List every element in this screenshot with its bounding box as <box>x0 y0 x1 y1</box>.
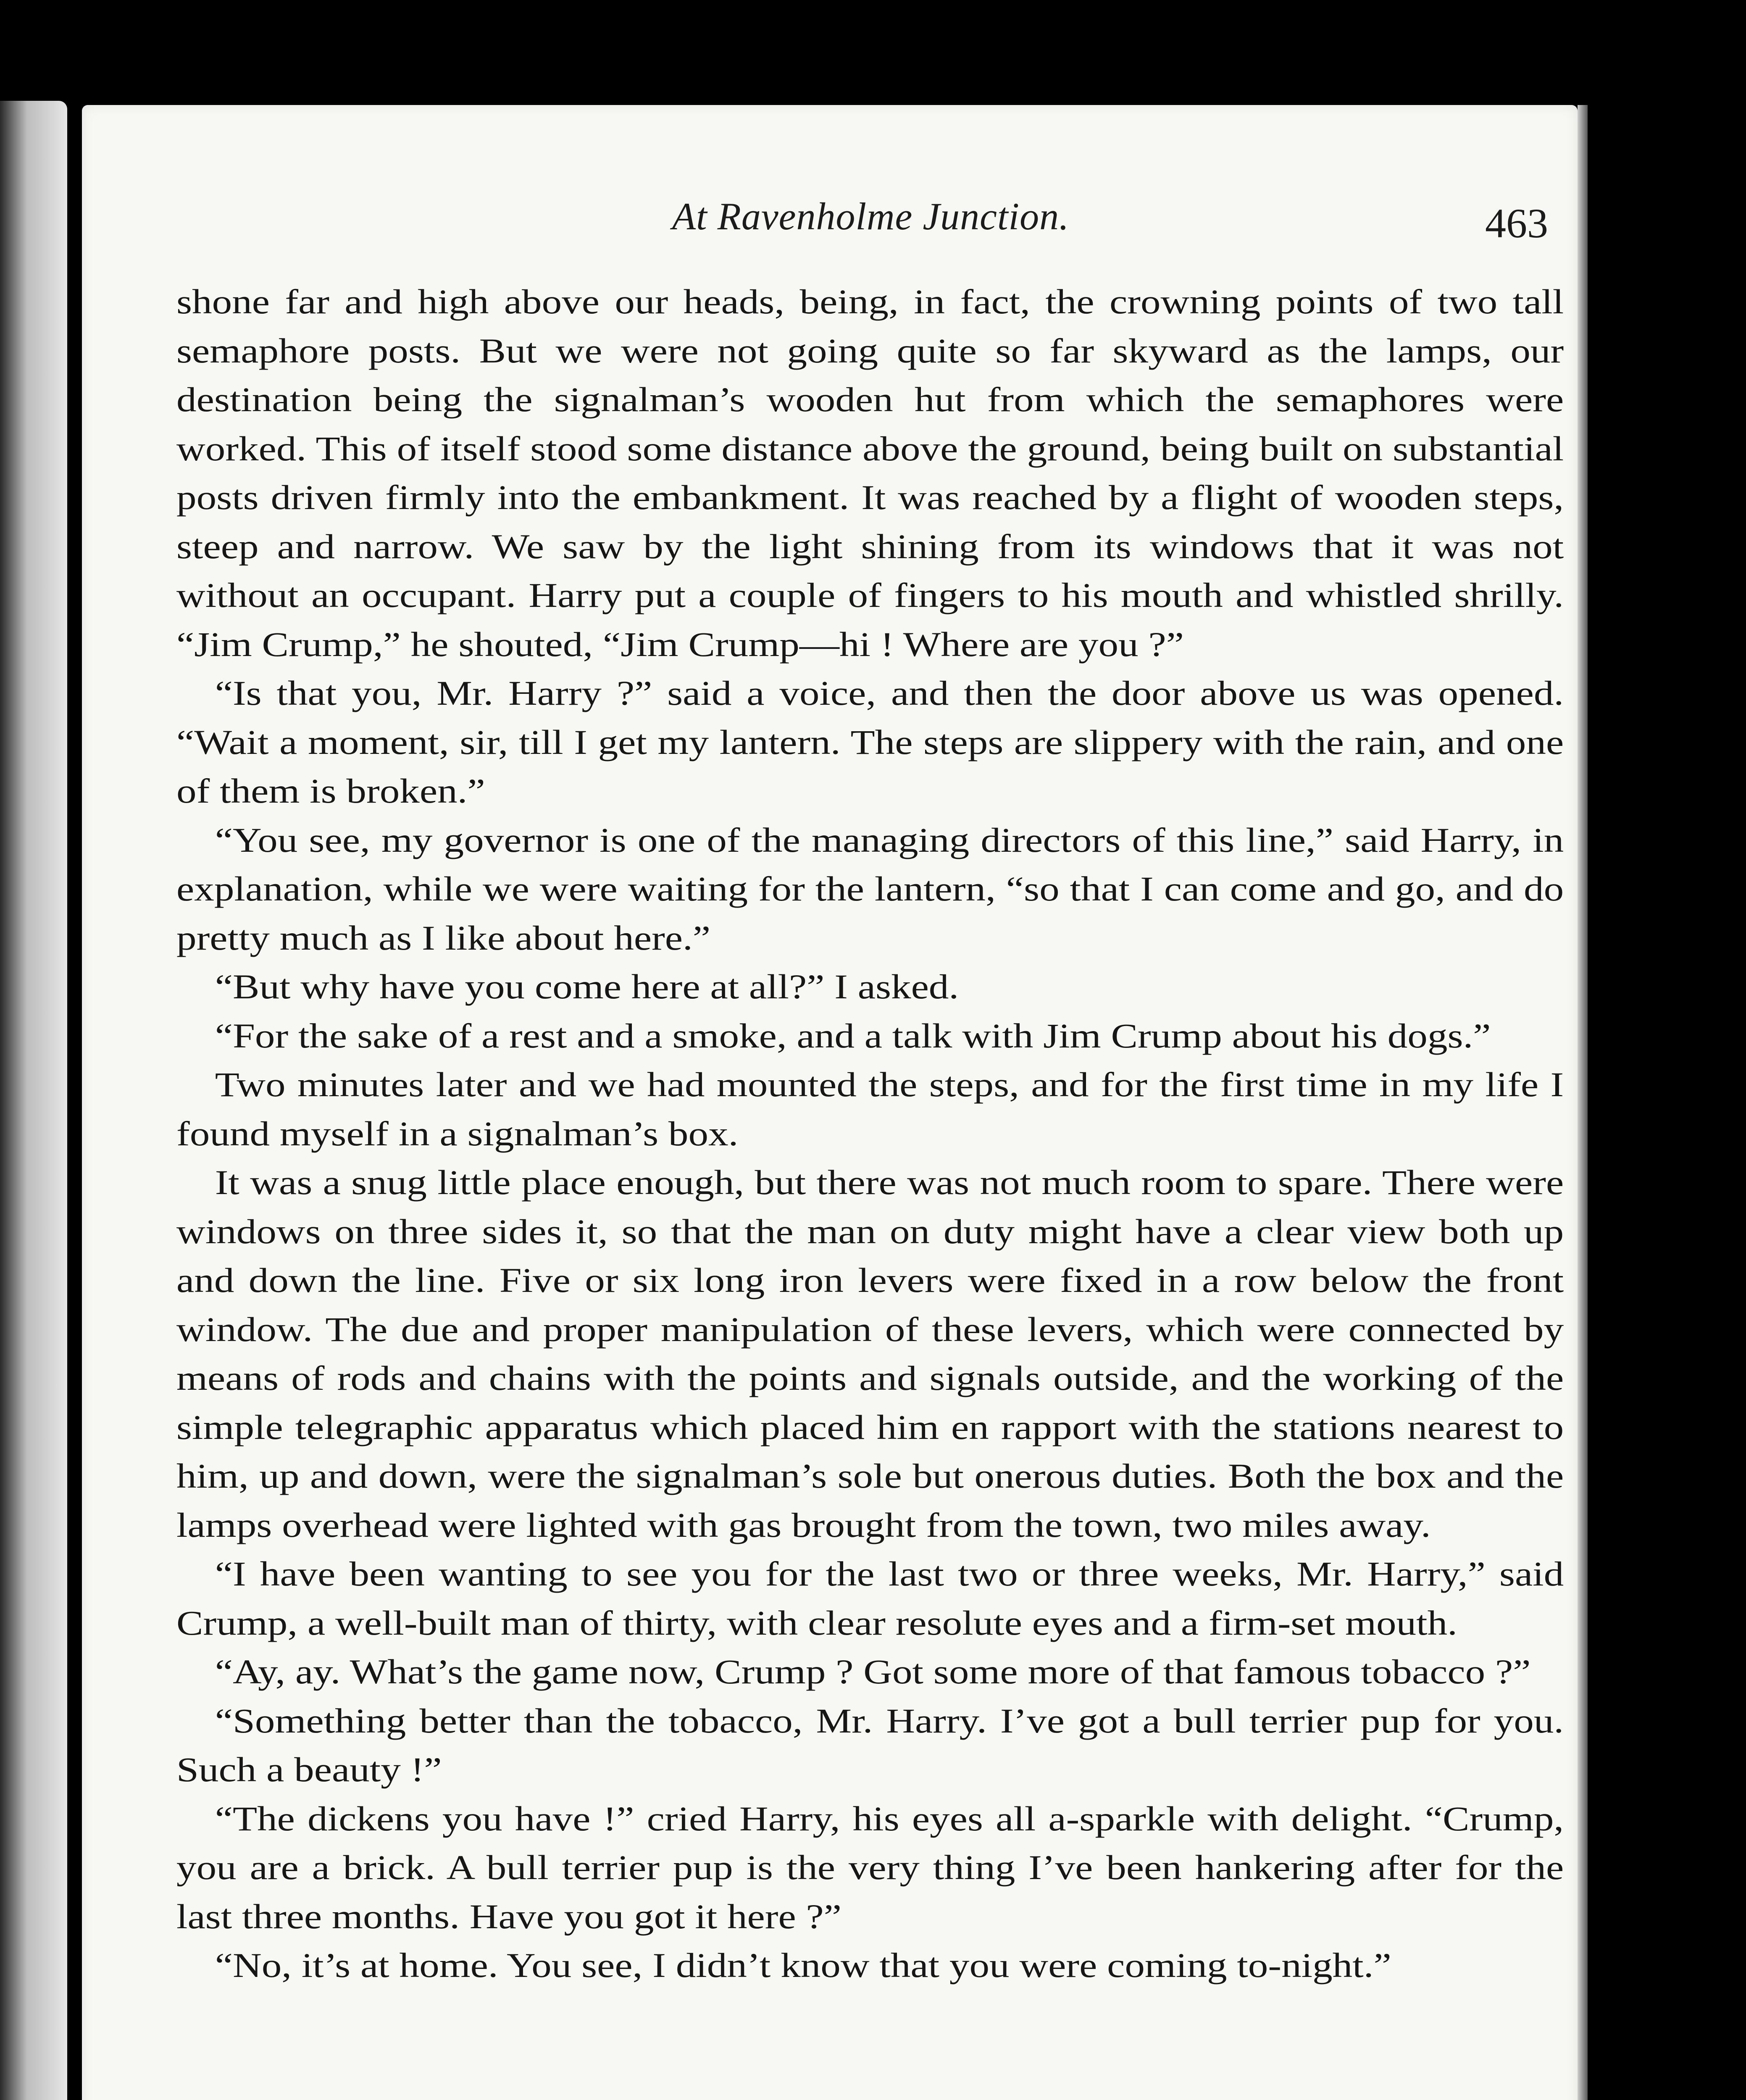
facing-page-edge <box>0 101 67 2100</box>
paragraph: “Ay, ay. What’s the game now, Crump ? Got some more of that famous tobacco ?” <box>215 1652 1531 1691</box>
paragraph: shone far and high above our heads, being, in fact, the crowning points of two tall semaphore posts. But we were not going quite so far skyward as the lamps, our destination being the signalman’s wooden hut from which the semaphores were worked. This of itself stood some distance above the ground, being built on substantial posts driven firmly into the embankment. It was reached by a flight of wooden steps, steep and narrow. We saw by the light shining from its windows that it was not without an occupant. Harry put a couple of fingers to his mouth and whistled shrilly. “Jim Crump,” he shouted, “Jim Crump—hi ! Where are you ?” <box>176 282 1564 664</box>
paragraph: “The dickens you have !” cried Harry, his eyes all a-sparkle with delight. “Crump, you are a brick. A bull terrier pup is the very thing I’ve been hankering after for the last three months. Have you got it here ?” <box>176 1799 1564 1936</box>
page-number: 463 <box>1485 200 1548 247</box>
paragraph: “Something better than the tobacco, Mr. Harry. I’ve got a bull terrier pup for you. Such a beauty !” <box>176 1701 1564 1789</box>
paragraph: “But why have you come here at all?” I asked. <box>215 967 959 1006</box>
paragraph: “You see, my governor is one of the managing directors of this line,” said Harry, in explanation, while we were waiting for the lantern, “so that I can come and go, and do pretty much as I like about here.” <box>176 820 1564 957</box>
body-text <box>176 277 1564 1990</box>
paragraph: “For the sake of a rest and a smoke, and a talk with Jim Crump about his dogs.” <box>215 1016 1491 1055</box>
running-head-title: At Ravenholme Junction. <box>672 195 1070 238</box>
paragraph: “No, it’s at home. You see, I didn’t know that you were coming to-night.” <box>215 1946 1391 1984</box>
paragraph: “I have been wanting to see you for the last two or three weeks, Mr. Harry,” said Crump, a well-built man of thirty, with clear resolute eyes and a firm-set mouth. <box>176 1554 1564 1642</box>
paragraph: Two minutes later and we had mounted the steps, and for the first time in my life I found myself in a signalman’s box. <box>176 1065 1564 1153</box>
paragraph: “Is that you, Mr. Harry ?” said a voice, and then the door above us was opened. “Wait a moment, sir, till I get my lantern. The steps are slippery with the rain, and one of them is broken.” <box>176 674 1564 810</box>
page-fore-edge <box>1578 105 1588 2100</box>
paragraph: It was a snug little place enough, but there was not much room to spare. There were windows on three sides it, so that the man on duty might have a clear view both up and down the line. Five or six long iron levers were fixed in a row below the front window. The due and proper manipulation of these levers, which were connected by means of rods and chains with the points and signals outside, and the working of the simple telegraphic apparatus which placed him en rapport with the stations nearest to him, up and down, were the signalman’s sole but onerous duties. Both the box and the lamps overhead were lighted with gas brought from the town, two miles away. <box>176 1163 1564 1544</box>
running-head <box>176 194 1565 257</box>
